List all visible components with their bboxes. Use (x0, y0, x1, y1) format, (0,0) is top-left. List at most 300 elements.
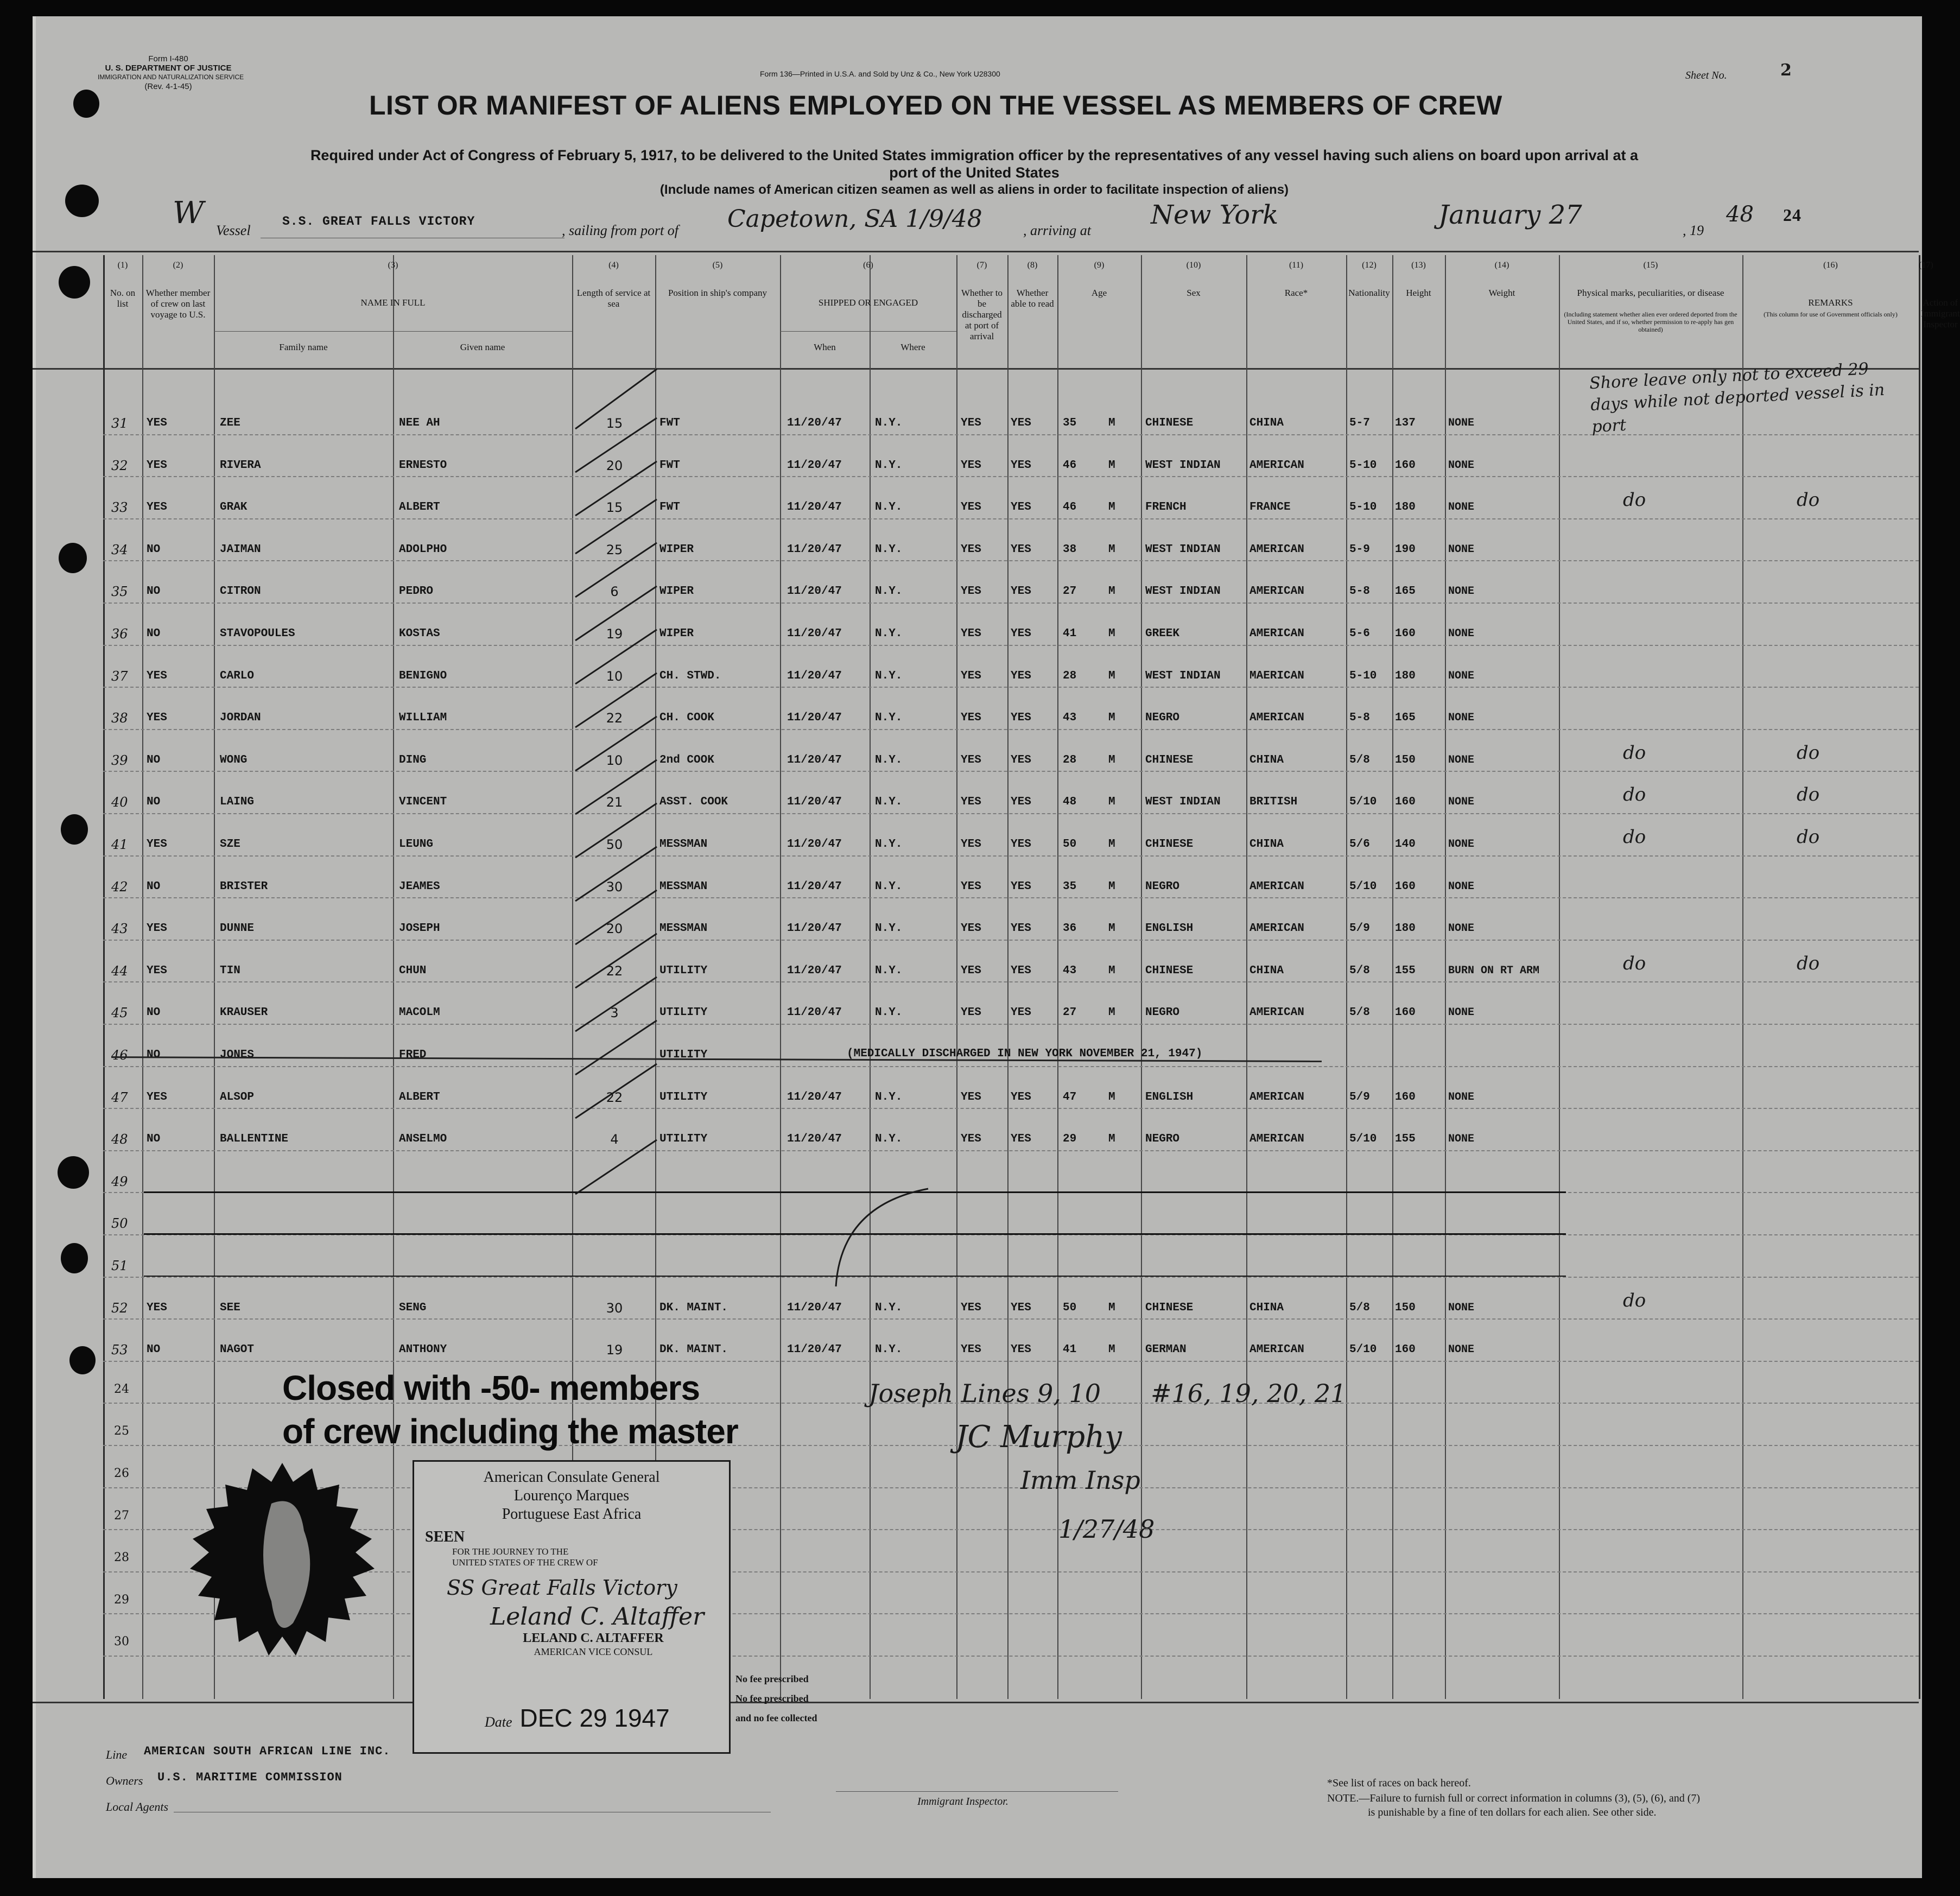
crew-weight: 180 (1395, 922, 1416, 935)
row-number: 42 (111, 879, 128, 895)
crew-disch: YES (961, 838, 981, 851)
crew-last: YES (147, 501, 167, 514)
row-number: 46 (111, 1048, 128, 1063)
crew-height: 5/9 (1349, 922, 1370, 935)
crew-where: N.Y. (875, 1301, 903, 1314)
consul-signature: Leland C. Altaffer (490, 1603, 705, 1631)
crew-age: 35 (1063, 417, 1077, 429)
crew-when: 11/20/47 (787, 880, 842, 893)
crew-position: FWT (659, 459, 680, 472)
crew-weight: 165 (1395, 585, 1416, 598)
crew-last: YES (147, 922, 167, 935)
slash-mark (575, 716, 657, 771)
crew-last: NO (147, 1049, 161, 1061)
crew-family: RIVERA (220, 459, 261, 472)
crew-remarks: do (1623, 741, 1646, 764)
crew-weight: 180 (1395, 669, 1416, 682)
crew-when: 11/20/47 (787, 501, 842, 514)
crew-nat: MAERICAN (1249, 669, 1304, 682)
crew-sex: M (1108, 1343, 1115, 1356)
crew-action: do (1797, 489, 1820, 511)
crew-given: ANTHONY (399, 1343, 447, 1356)
column-divider (1919, 255, 1920, 1699)
crew-weight: 160 (1395, 1006, 1416, 1019)
revision: (Rev. 4-1-45) (144, 82, 192, 91)
inspector-note-1: Joseph Lines 9, 10 (868, 1379, 1101, 1408)
crew-age: 29 (1063, 1133, 1077, 1146)
crew-marks: NONE (1448, 712, 1475, 725)
crew-where: N.Y. (875, 712, 903, 725)
crew-weight: 160 (1395, 1343, 1416, 1356)
crew-marks: BURN ON RT ARM (1448, 964, 1540, 977)
row-number: 24 (114, 1382, 129, 1396)
crew-height: 5/9 (1349, 1090, 1370, 1104)
crew-where: N.Y. (875, 627, 903, 640)
crew-position: CH. STWD. (659, 669, 721, 682)
crew-when: 11/20/47 (787, 627, 842, 640)
inspector-underline (836, 1791, 1118, 1792)
crew-when: 11/20/47 (787, 1133, 842, 1146)
crew-family: CITRON (220, 585, 261, 598)
crew-when: 11/20/47 (787, 796, 842, 809)
binder-hole (73, 90, 99, 118)
row-number: 39 (111, 752, 128, 768)
slash-mark (575, 847, 657, 901)
binder-hole (61, 814, 88, 845)
crew-service: 30 (606, 1300, 623, 1316)
stamp-date-row (485, 1703, 670, 1733)
column-divider (956, 255, 957, 1699)
crew-race: WEST INDIAN (1145, 796, 1221, 809)
crew-height: 5-8 (1349, 585, 1370, 598)
crew-service: 19 (606, 626, 623, 642)
crew-where: N.Y. (875, 880, 903, 893)
column-number: (10) (1186, 261, 1201, 270)
crew-weight: 180 (1395, 501, 1416, 514)
crew-age: 28 (1063, 753, 1077, 766)
subtitle-line-1: Required under Act of Congress of February 5, 1917, to be delivered to the United States immigration officer by the representatives of any vessel having such aliens on board upon arrival at a (310, 147, 1639, 163)
slash-mark (575, 760, 657, 814)
crew-weight: 155 (1395, 1133, 1416, 1146)
row-rule (103, 940, 1919, 941)
crew-given: JOSEPH (399, 922, 440, 935)
crew-family: GRAK (220, 501, 248, 514)
sailing-label: , sailing from port of (562, 223, 679, 238)
column-number: (17) (1919, 261, 1933, 270)
crew-disch: YES (961, 1006, 981, 1019)
stamp-date: DEC 29 1947 (519, 1704, 670, 1732)
crew-family: BALLENTINE (220, 1133, 289, 1146)
row-rule (103, 855, 1919, 857)
crew-disch: YES (961, 585, 981, 598)
crew-read: YES (1011, 838, 1031, 851)
crew-remarks: do (1623, 1289, 1646, 1311)
crew-race: NEGRO (1145, 1133, 1180, 1146)
fee-note-1: No fee prescribed (735, 1673, 809, 1684)
crew-when: 11/20/47 (787, 838, 842, 851)
crew-sex: M (1108, 880, 1115, 893)
crew-marks: NONE (1448, 796, 1475, 809)
crew-given: LEUNG (399, 838, 434, 851)
crew-service: 3 (610, 1005, 619, 1021)
row-number: 49 (111, 1174, 128, 1189)
crew-last: YES (147, 669, 167, 682)
inspector-note-2: #16, 19, 20, 21 (1151, 1379, 1347, 1408)
crew-when: 11/20/47 (787, 964, 842, 977)
crew-remarks: do (1623, 784, 1646, 806)
crew-position: FWT (659, 501, 680, 514)
crew-race: CHINESE (1145, 753, 1194, 766)
slash-mark (575, 890, 657, 944)
service: IMMIGRATION AND NATURALIZATION SERVICE (98, 73, 244, 81)
slash-mark (575, 543, 657, 600)
consul-name: LELAND C. ALTAFFER (523, 1631, 664, 1645)
row-rule (103, 1361, 1919, 1362)
column-divider (1445, 255, 1446, 1699)
crew-disch: YES (961, 1343, 981, 1356)
stamp-for-line-2: UNITED STATES OF THE CREW OF (452, 1557, 598, 1568)
crew-weight: 160 (1395, 880, 1416, 893)
crew-race: ENGLISH (1145, 922, 1194, 935)
crew-height: 5/8 (1349, 1006, 1370, 1019)
crew-nat: FRANCE (1249, 501, 1291, 514)
crew-given: NEE AH (399, 417, 440, 429)
crew-remarks: do (1623, 489, 1646, 511)
sheet-number: 2 (1780, 61, 1792, 80)
crew-read: YES (1011, 585, 1031, 598)
row-number: 28 (114, 1551, 129, 1565)
crew-weight: 140 (1395, 838, 1416, 851)
crew-where: N.Y. (875, 417, 903, 429)
crew-read: YES (1011, 501, 1031, 514)
row-number: 53 (111, 1342, 128, 1358)
row-number: 43 (111, 921, 128, 937)
column-number: (14) (1494, 261, 1509, 270)
crew-given: ERNESTO (399, 459, 447, 472)
row-number: 50 (111, 1216, 128, 1232)
crew-marks: NONE (1448, 627, 1475, 640)
crew-position: MESSMAN (659, 880, 708, 893)
crew-where: N.Y. (875, 501, 903, 514)
crew-where: N.Y. (875, 1006, 903, 1019)
crew-service: 10 (606, 752, 623, 768)
row-number: 27 (114, 1508, 129, 1523)
row-rule (103, 897, 1919, 898)
line-label: Line (106, 1748, 128, 1761)
crew-given: PEDRO (399, 585, 434, 598)
crew-sex: M (1108, 459, 1115, 472)
crew-age: 28 (1063, 669, 1077, 682)
column-header: Action of Immigrant Inspector (1921, 297, 1960, 329)
crew-weight: 160 (1395, 1090, 1416, 1104)
column-divider (780, 255, 781, 1699)
fine-note-1: NOTE.—Failure to furnish full or correct information in columns (3), (5), (6), and (7) (1327, 1792, 1701, 1804)
row-rule (103, 603, 1919, 604)
crew-sex: M (1108, 753, 1115, 766)
owners-label: Owners (106, 1774, 143, 1787)
column-header: Race* (1284, 288, 1308, 298)
column-header: Position in ship's company (668, 288, 767, 298)
crew-disch: YES (961, 501, 981, 514)
crew-weight: 155 (1395, 964, 1416, 977)
crew-where: N.Y. (875, 796, 903, 809)
subtitle (141, 147, 1807, 199)
crew-where: N.Y. (875, 669, 903, 682)
crew-position: WIPER (659, 585, 694, 598)
crew-position: UTILITY (659, 964, 708, 977)
crew-position: 2nd COOK (659, 753, 714, 766)
column-number: (7) (976, 261, 987, 270)
crew-marks: NONE (1448, 501, 1475, 514)
crew-marks: NONE (1448, 838, 1475, 851)
crew-given: DING (399, 753, 427, 766)
crew-sex: M (1108, 627, 1115, 640)
crew-race: FRENCH (1145, 501, 1187, 514)
crew-weight: 137 (1395, 417, 1416, 429)
crew-last: NO (147, 543, 161, 556)
crew-given: MACOLM (399, 1006, 440, 1019)
subtitle-line-2: port of the United States (889, 164, 1060, 181)
crew-when: 11/20/47 (787, 585, 842, 598)
row-number: 30 (114, 1635, 129, 1649)
crew-sex: M (1108, 585, 1115, 598)
crew-read: YES (1011, 459, 1031, 472)
service-slash-marks (564, 369, 673, 1205)
crew-where: N.Y. (875, 1343, 903, 1356)
row-number: 47 (111, 1089, 128, 1105)
crew-height: 5/6 (1349, 838, 1370, 851)
crew-where: N.Y. (875, 1133, 903, 1146)
column-number: (12) (1362, 261, 1377, 270)
crew-when: 11/20/47 (787, 922, 842, 935)
crew-when: 11/20/47 (787, 1090, 842, 1104)
crew-age: 36 (1063, 922, 1077, 935)
row-number: 34 (111, 542, 128, 557)
crew-height: 5-10 (1349, 501, 1377, 514)
document-title: LIST OR MANIFEST OF ALIENS EMPLOYED ON THE VESSEL AS MEMBERS OF CREW (369, 90, 1502, 121)
crew-marks: NONE (1448, 585, 1475, 598)
crew-family: LAING (220, 796, 255, 809)
crew-when: 11/20/47 (787, 1006, 842, 1019)
crew-marks: NONE (1448, 1343, 1475, 1356)
crew-height: 5/8 (1349, 964, 1370, 977)
crew-service: 20 (606, 458, 623, 473)
inspector-title: Imm Insp (1020, 1466, 1140, 1495)
crew-weight: 160 (1395, 627, 1416, 640)
crew-age: 43 (1063, 964, 1077, 977)
crew-race: CHINESE (1145, 964, 1194, 977)
column-divider (1141, 255, 1142, 1699)
crew-given: WILLIAM (399, 712, 447, 725)
column-header: Whether able to read (1011, 288, 1054, 309)
row-31-remark: Shore leave only not to exceed 29 days while not deported vessel is in port (1589, 359, 1885, 437)
row-rule (103, 981, 1919, 982)
crew-sex: M (1108, 417, 1115, 429)
crew-disch: YES (961, 627, 981, 640)
crew-marks: NONE (1448, 753, 1475, 766)
crew-nat: AMERICAN (1249, 1006, 1304, 1019)
slash-mark (575, 1020, 657, 1075)
crew-family: NAGOT (220, 1343, 255, 1356)
row-number: 37 (111, 668, 128, 684)
fee-notes (735, 1669, 817, 1728)
crew-disch: YES (961, 880, 981, 893)
crew-height: 5/10 (1349, 796, 1377, 809)
crew-weight: 160 (1395, 459, 1416, 472)
crew-service: 22 (606, 711, 623, 726)
column-header: NAME IN FULL (360, 297, 426, 308)
page-count: 24 (1783, 205, 1802, 225)
row-rule (103, 771, 1919, 772)
row-rule (103, 687, 1919, 688)
crew-last: NO (147, 627, 161, 640)
column-number: (3) (388, 261, 398, 270)
crew-height: 5-9 (1349, 543, 1370, 556)
crew-age: 43 (1063, 712, 1077, 725)
stamp-line-1: American Consulate General (483, 1469, 660, 1486)
inspector-signature: JC Murphy (955, 1419, 1122, 1455)
column-header: Nationality (1348, 288, 1390, 298)
slash-mark (575, 934, 657, 988)
owners-value: U.S. MARITIME COMMISSION (157, 1771, 342, 1784)
crew-position: DK. MAINT. (659, 1343, 728, 1356)
crew-race: NEGRO (1145, 712, 1180, 725)
column-header: Whether member of crew on last voyage to U.S. (145, 288, 211, 320)
crew-when: 11/20/47 (787, 669, 842, 682)
crew-height: 5/8 (1349, 1301, 1370, 1314)
column-divider (393, 255, 394, 1699)
crew-given: BENIGNO (399, 669, 447, 682)
row-number: 44 (111, 963, 128, 979)
fee-note-3: and no fee collected (735, 1713, 817, 1723)
crew-remarks: do (1623, 826, 1646, 848)
crew-age: 48 (1063, 796, 1077, 809)
crew-nat: AMERICAN (1249, 880, 1304, 893)
crew-nat: AMERICAN (1249, 712, 1304, 725)
crew-last: NO (147, 880, 161, 893)
crew-race: WEST INDIAN (1145, 459, 1221, 472)
column-header: Whether to be discharged at port of arrival (961, 288, 1003, 341)
crew-position: UTILITY (659, 1090, 708, 1104)
arrival-date: January 27 (1438, 200, 1582, 230)
crew-action: do (1797, 784, 1820, 806)
crew-race: CHINESE (1145, 1301, 1194, 1314)
row-number: 29 (114, 1593, 129, 1607)
crew-when: (MEDICALLY DISCHARGED IN NEW YORK NOVEMBER 21, 1947) (847, 1048, 1203, 1060)
crew-action: do (1797, 741, 1820, 764)
crew-nat: AMERICAN (1249, 1343, 1304, 1356)
when-subhead: When (814, 342, 836, 352)
table-header-divider (33, 368, 1919, 370)
crew-marks: NONE (1448, 543, 1475, 556)
crew-sex: M (1108, 922, 1115, 935)
crew-race: CHINESE (1145, 417, 1194, 429)
crew-disch: YES (961, 1133, 981, 1146)
crew-disch: YES (961, 964, 981, 977)
where-subhead: Where (900, 342, 925, 352)
column-number: (6) (863, 261, 873, 270)
crew-service: 15 (606, 500, 623, 516)
row-number: 41 (111, 837, 128, 852)
binder-hole (61, 1243, 88, 1273)
crew-service: 50 (606, 837, 623, 852)
crew-height: 5/10 (1349, 880, 1377, 893)
crew-position: CH. COOK (659, 712, 714, 725)
date-curve-mark (830, 1183, 934, 1292)
consular-seal (179, 1460, 385, 1666)
crew-given: SENG (399, 1301, 427, 1314)
crew-disch: YES (961, 796, 981, 809)
crew-last: YES (147, 1301, 167, 1314)
inspector-label: Immigrant Inspector. (917, 1796, 1008, 1808)
column-header: Height (1406, 288, 1431, 298)
row-rule (103, 518, 1919, 519)
crew-race: NEGRO (1145, 880, 1180, 893)
crew-nat: AMERICAN (1249, 585, 1304, 598)
crew-family: WONG (220, 753, 248, 766)
crew-disch: YES (961, 712, 981, 725)
row-number: 52 (111, 1300, 128, 1316)
crew-nat: AMERICAN (1249, 627, 1304, 640)
crew-family: STAVOPOULES (220, 627, 295, 640)
crew-given: VINCENT (399, 796, 447, 809)
slash-mark (575, 586, 657, 641)
crew-sex: M (1108, 669, 1115, 682)
inspector-date: 1/27/48 (1058, 1514, 1155, 1544)
crew-position: DK. MAINT. (659, 1301, 728, 1314)
crew-race: WEST INDIAN (1145, 585, 1221, 598)
row-number: 36 (111, 626, 128, 642)
agents-label: Local Agents (106, 1800, 169, 1813)
column-divider (142, 255, 143, 1699)
crew-height: 5-10 (1349, 459, 1377, 472)
crew-action: do (1797, 826, 1820, 848)
row-rule (103, 560, 1919, 561)
crew-family: JAIMAN (220, 543, 261, 556)
crew-read: YES (1011, 1090, 1031, 1104)
crew-height: 5/10 (1349, 1343, 1377, 1356)
column-header: Weight (1488, 288, 1515, 298)
row-number: 33 (111, 500, 128, 516)
column-divider (1346, 255, 1347, 1699)
crew-weight: 190 (1395, 543, 1416, 556)
row-rule (103, 813, 1919, 814)
column-header: SHIPPED OR ENGAGED (818, 297, 918, 308)
crew-nat: CHINA (1249, 964, 1284, 977)
crew-service: 4 (610, 1132, 619, 1147)
slash-mark (575, 1140, 657, 1194)
column-divider (1246, 255, 1247, 1699)
crew-read: YES (1011, 796, 1031, 809)
stamp-seen: SEEN (425, 1529, 465, 1545)
crew-family: ALSOP (220, 1090, 255, 1104)
crew-read: YES (1011, 1006, 1031, 1019)
crew-disch: YES (961, 543, 981, 556)
printer-line: Form 136—Printed in U.S.A. and Sold by Unz & Co., New York U28300 (760, 69, 1000, 78)
row-rule (103, 645, 1919, 646)
crew-sex: M (1108, 712, 1115, 725)
crew-disch: YES (961, 417, 981, 429)
crew-race: CHINESE (1145, 838, 1194, 851)
crew-given: FRED (399, 1049, 427, 1061)
crew-nat: AMERICAN (1249, 922, 1304, 935)
crew-family: SEE (220, 1301, 240, 1314)
row-rule (103, 476, 1919, 477)
table-top-line (33, 251, 1919, 252)
crew-marks: NONE (1448, 459, 1475, 472)
crew-given: ANSELMO (399, 1133, 447, 1146)
crew-given: ADOLPHO (399, 543, 447, 556)
